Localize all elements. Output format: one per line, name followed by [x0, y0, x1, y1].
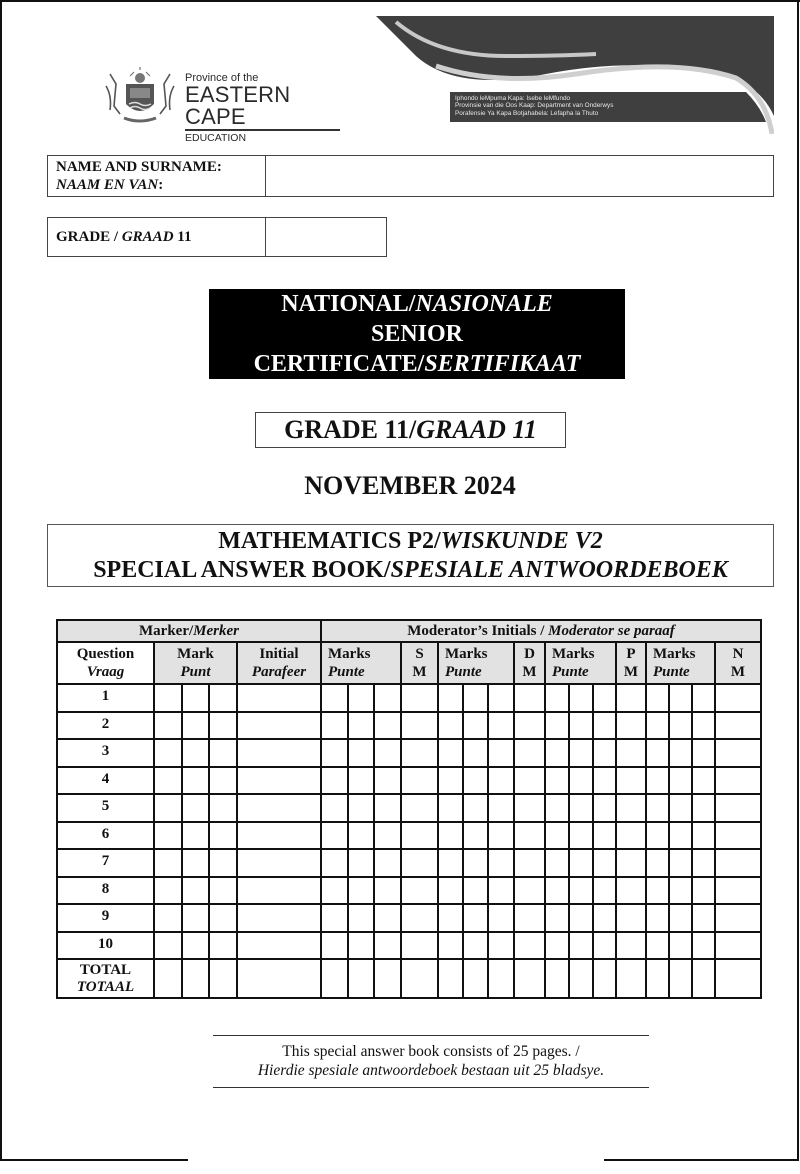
mark-cell[interactable]	[669, 822, 692, 850]
mark-cell[interactable]	[374, 932, 401, 960]
question-number: 5	[57, 794, 154, 822]
initial-cell[interactable]	[616, 767, 646, 795]
initial-cell[interactable]	[237, 739, 321, 767]
mark-cell[interactable]	[646, 767, 669, 795]
initial-cell[interactable]	[514, 712, 545, 740]
mark-cell[interactable]	[488, 959, 514, 998]
initial-cell[interactable]	[401, 794, 438, 822]
footer-divider-bottom	[213, 1087, 649, 1088]
mark-cell[interactable]	[348, 767, 374, 795]
question-number: 2	[57, 712, 154, 740]
initial-cell[interactable]	[616, 739, 646, 767]
mark-cell[interactable]	[593, 849, 616, 877]
initial-cell[interactable]	[715, 739, 761, 767]
initial-cell[interactable]	[237, 932, 321, 960]
mark-cell[interactable]	[646, 877, 669, 905]
logo-eastern-cape-text: EASTERN CAPE	[185, 84, 340, 131]
mark-cell[interactable]	[182, 877, 209, 905]
initial-cell[interactable]	[616, 794, 646, 822]
nm-column-header: N M	[715, 642, 761, 684]
mark-cell[interactable]	[692, 959, 715, 998]
mark-cell[interactable]	[669, 959, 692, 998]
mark-cell[interactable]	[374, 739, 401, 767]
question-row	[57, 712, 761, 740]
question-row	[57, 932, 761, 960]
mark-cell[interactable]	[321, 877, 348, 905]
initial-cell[interactable]	[715, 767, 761, 795]
mark-cell[interactable]	[154, 932, 182, 960]
mark-cell[interactable]	[593, 932, 616, 960]
marks-table-group-header	[57, 620, 761, 642]
question-number: 1	[57, 684, 154, 712]
mark-cell[interactable]	[321, 959, 348, 998]
department-name-sotho: Porafensie Ya Kapa Botjahabela: Lefapha la Thuto	[455, 109, 599, 117]
initial-cell[interactable]	[715, 877, 761, 905]
mark-cell[interactable]	[154, 712, 182, 740]
initial-cell[interactable]	[237, 904, 321, 932]
mark-cell[interactable]	[692, 684, 715, 712]
mark-cell[interactable]	[182, 767, 209, 795]
initial-cell[interactable]	[514, 822, 545, 850]
question-column-header: Question Vraag	[57, 642, 154, 684]
question-row	[57, 822, 761, 850]
mark-cell[interactable]	[182, 959, 209, 998]
mark-cell[interactable]	[321, 794, 348, 822]
mark-cell[interactable]	[569, 794, 593, 822]
nm-marks-column-header: Marks Punte	[646, 642, 715, 684]
question-row	[57, 767, 761, 795]
question-row	[57, 794, 761, 822]
marker-header: Marker/Merker	[57, 620, 321, 642]
mark-cell[interactable]	[154, 767, 182, 795]
mark-cell[interactable]	[488, 712, 514, 740]
mark-cell[interactable]	[593, 959, 616, 998]
mark-cell[interactable]	[348, 877, 374, 905]
mark-cell[interactable]	[463, 767, 488, 795]
mark-cell[interactable]	[438, 767, 463, 795]
question-row	[57, 684, 761, 712]
name-surname-label: NAME AND SURNAME: NAAM EN VAN:	[48, 156, 266, 196]
initial-cell[interactable]	[514, 794, 545, 822]
initial-cell[interactable]	[237, 959, 321, 998]
page-border-bottom-left	[0, 1159, 188, 1161]
initial-cell[interactable]	[514, 904, 545, 932]
mark-cell[interactable]	[569, 849, 593, 877]
mark-cell[interactable]	[154, 877, 182, 905]
mark-cell[interactable]	[593, 904, 616, 932]
mark-cell[interactable]	[321, 904, 348, 932]
question-number: 3	[57, 739, 154, 767]
mark-cell[interactable]	[692, 822, 715, 850]
mark-cell[interactable]	[646, 822, 669, 850]
initial-cell[interactable]	[237, 712, 321, 740]
mark-cell[interactable]	[545, 904, 569, 932]
mark-cell[interactable]	[593, 794, 616, 822]
mark-cell[interactable]	[321, 684, 348, 712]
department-name-afrikaans: Provinsie van die Oos Kaap: Department van Onderwys	[455, 102, 614, 110]
question-number: 7	[57, 849, 154, 877]
initial-cell[interactable]	[237, 849, 321, 877]
mark-cell[interactable]	[692, 877, 715, 905]
question-number: 10	[57, 932, 154, 960]
initial-cell[interactable]	[237, 822, 321, 850]
mark-cell[interactable]	[209, 849, 237, 877]
marks-table-body	[57, 684, 761, 959]
mark-cell[interactable]	[593, 739, 616, 767]
mark-cell[interactable]	[154, 959, 182, 998]
mark-cell[interactable]	[154, 849, 182, 877]
mark-cell[interactable]	[348, 959, 374, 998]
mark-cell[interactable]	[374, 959, 401, 998]
initial-cell[interactable]	[715, 959, 761, 998]
question-row	[57, 877, 761, 905]
initial-column-header: Initial Parafeer	[237, 642, 321, 684]
initial-cell[interactable]	[401, 959, 438, 998]
initial-cell[interactable]	[401, 739, 438, 767]
mark-cell[interactable]	[669, 767, 692, 795]
mark-cell[interactable]	[488, 904, 514, 932]
initial-cell[interactable]	[514, 767, 545, 795]
initial-cell[interactable]	[401, 849, 438, 877]
mark-cell[interactable]	[669, 739, 692, 767]
mark-cell[interactable]	[209, 739, 237, 767]
mark-cell[interactable]	[669, 877, 692, 905]
initial-cell[interactable]	[616, 877, 646, 905]
mark-cell[interactable]	[348, 822, 374, 850]
exam-date: NOVEMBER 2024	[304, 471, 516, 500]
mark-cell[interactable]	[569, 932, 593, 960]
subject-title-box	[47, 524, 774, 587]
mark-cell[interactable]	[545, 959, 569, 998]
nsc-title-banner: NATIONAL/NASIONALE SENIOR CERTIFICATE/SERTIFIKAAT	[209, 289, 625, 379]
mark-cell[interactable]	[488, 794, 514, 822]
mark-cell[interactable]	[209, 712, 237, 740]
mark-cell[interactable]	[569, 877, 593, 905]
mark-cell[interactable]	[321, 767, 348, 795]
mark-cell[interactable]	[463, 877, 488, 905]
mark-cell[interactable]	[593, 684, 616, 712]
mark-cell[interactable]	[692, 849, 715, 877]
mark-cell[interactable]	[463, 959, 488, 998]
mark-cell[interactable]	[154, 684, 182, 712]
mark-cell[interactable]	[593, 822, 616, 850]
mark-cell[interactable]	[488, 767, 514, 795]
mark-cell[interactable]	[438, 932, 463, 960]
initial-cell[interactable]	[514, 959, 545, 998]
mark-cell[interactable]	[321, 932, 348, 960]
initial-cell[interactable]	[715, 822, 761, 850]
mark-cell[interactable]	[374, 794, 401, 822]
initial-cell[interactable]	[401, 904, 438, 932]
initial-cell[interactable]	[401, 822, 438, 850]
mark-cell[interactable]	[488, 877, 514, 905]
mark-cell[interactable]	[545, 877, 569, 905]
initial-cell[interactable]	[715, 904, 761, 932]
mark-cell[interactable]	[463, 712, 488, 740]
mark-cell[interactable]	[438, 712, 463, 740]
mark-cell[interactable]	[569, 822, 593, 850]
subject-title: MATHEMATICS P2/WISKUNDE V2	[218, 528, 603, 554]
mark-cell[interactable]	[488, 684, 514, 712]
initial-cell[interactable]	[237, 877, 321, 905]
mark-cell[interactable]	[669, 904, 692, 932]
mark-cell[interactable]	[182, 932, 209, 960]
marks-table	[56, 619, 762, 999]
sm-column-header: S M	[401, 642, 438, 684]
mark-cell[interactable]	[438, 877, 463, 905]
mark-cell[interactable]	[154, 904, 182, 932]
mark-cell[interactable]	[569, 767, 593, 795]
marks-table-column-header	[57, 642, 761, 684]
initial-cell[interactable]	[616, 712, 646, 740]
mark-cell[interactable]	[646, 684, 669, 712]
mark-cell[interactable]	[646, 794, 669, 822]
total-label: TOTAL TOTAAL	[57, 959, 154, 998]
mark-cell[interactable]	[321, 822, 348, 850]
mark-cell[interactable]	[463, 822, 488, 850]
mark-cell[interactable]	[569, 904, 593, 932]
question-row	[57, 904, 761, 932]
mark-cell[interactable]	[669, 849, 692, 877]
department-names	[455, 95, 613, 117]
mark-cell[interactable]	[209, 684, 237, 712]
mark-cell[interactable]	[646, 849, 669, 877]
mark-cell[interactable]	[646, 739, 669, 767]
mark-cell[interactable]	[209, 822, 237, 850]
grade-label: GRADE / GRAAD 11	[48, 218, 266, 256]
mark-column-header: Mark Punt	[154, 642, 237, 684]
mark-cell[interactable]	[463, 849, 488, 877]
mark-cell[interactable]	[154, 822, 182, 850]
mark-cell[interactable]	[692, 767, 715, 795]
initial-cell[interactable]	[715, 684, 761, 712]
mark-cell[interactable]	[209, 904, 237, 932]
mark-cell[interactable]	[488, 849, 514, 877]
mark-cell[interactable]	[646, 959, 669, 998]
department-logo	[185, 72, 340, 145]
mark-cell[interactable]	[182, 684, 209, 712]
mark-cell[interactable]	[593, 877, 616, 905]
mark-cell[interactable]	[463, 739, 488, 767]
initial-cell[interactable]	[616, 932, 646, 960]
initial-cell[interactable]	[616, 959, 646, 998]
footer-divider-top	[213, 1035, 649, 1036]
mark-cell[interactable]	[569, 684, 593, 712]
question-row	[57, 849, 761, 877]
grade-title: GRADE 11/GRAAD 11	[255, 412, 566, 448]
mark-cell[interactable]	[374, 684, 401, 712]
initial-cell[interactable]	[401, 712, 438, 740]
mark-cell[interactable]	[348, 712, 374, 740]
mark-cell[interactable]	[692, 794, 715, 822]
mark-cell[interactable]	[348, 739, 374, 767]
mark-cell[interactable]	[348, 932, 374, 960]
pm-column-header: P M	[616, 642, 646, 684]
initial-cell[interactable]	[237, 767, 321, 795]
mark-cell[interactable]	[321, 712, 348, 740]
initial-cell[interactable]	[401, 932, 438, 960]
mark-cell[interactable]	[569, 959, 593, 998]
mark-cell[interactable]	[438, 794, 463, 822]
pm-marks-column-header: Marks Punte	[545, 642, 616, 684]
mark-cell[interactable]	[545, 822, 569, 850]
initial-cell[interactable]	[616, 684, 646, 712]
mark-cell[interactable]	[488, 932, 514, 960]
mark-cell[interactable]	[209, 767, 237, 795]
mark-cell[interactable]	[182, 904, 209, 932]
mark-cell[interactable]	[569, 712, 593, 740]
mark-cell[interactable]	[545, 712, 569, 740]
mark-cell[interactable]	[463, 932, 488, 960]
mark-cell[interactable]	[374, 822, 401, 850]
mark-cell[interactable]	[182, 712, 209, 740]
initial-cell[interactable]	[616, 849, 646, 877]
mark-cell[interactable]	[374, 877, 401, 905]
mark-cell[interactable]	[545, 932, 569, 960]
initial-cell[interactable]	[401, 684, 438, 712]
mark-cell[interactable]	[545, 767, 569, 795]
mark-cell[interactable]	[154, 739, 182, 767]
question-number: 9	[57, 904, 154, 932]
mark-cell[interactable]	[692, 739, 715, 767]
mark-cell[interactable]	[209, 794, 237, 822]
initial-cell[interactable]	[514, 849, 545, 877]
mark-cell[interactable]	[182, 739, 209, 767]
mark-cell[interactable]	[463, 794, 488, 822]
question-number: 6	[57, 822, 154, 850]
initial-cell[interactable]	[715, 932, 761, 960]
mark-cell[interactable]	[569, 739, 593, 767]
mark-cell[interactable]	[593, 712, 616, 740]
mark-cell[interactable]	[593, 767, 616, 795]
mark-cell[interactable]	[463, 904, 488, 932]
mark-cell[interactable]	[545, 739, 569, 767]
mark-cell[interactable]	[488, 822, 514, 850]
mark-cell[interactable]	[545, 684, 569, 712]
mark-cell[interactable]	[154, 794, 182, 822]
initial-cell[interactable]	[514, 684, 545, 712]
name-surname-input[interactable]	[266, 156, 773, 196]
mark-cell[interactable]	[438, 849, 463, 877]
mark-cell[interactable]	[348, 794, 374, 822]
mark-cell[interactable]	[646, 712, 669, 740]
mark-cell[interactable]	[438, 959, 463, 998]
mark-cell[interactable]	[348, 684, 374, 712]
mark-cell[interactable]	[182, 822, 209, 850]
mark-cell[interactable]	[438, 739, 463, 767]
mark-cell[interactable]	[438, 684, 463, 712]
sm-marks-column-header: Marks Punte	[321, 642, 401, 684]
name-surname-field-row	[47, 155, 774, 197]
initial-cell[interactable]	[616, 822, 646, 850]
mark-cell[interactable]	[669, 684, 692, 712]
initial-cell[interactable]	[715, 794, 761, 822]
page-border-top	[0, 0, 800, 2]
mark-cell[interactable]	[321, 849, 348, 877]
mark-cell[interactable]	[669, 794, 692, 822]
question-number: 8	[57, 877, 154, 905]
logo-province-text: Province of the	[185, 72, 259, 84]
mark-cell[interactable]	[463, 684, 488, 712]
initial-cell[interactable]	[401, 767, 438, 795]
mark-cell[interactable]	[182, 794, 209, 822]
initial-cell[interactable]	[616, 904, 646, 932]
answer-book-title: SPECIAL ANSWER BOOK/SPESIALE ANTWOORDEBOEK	[93, 557, 728, 583]
dm-marks-column-header: Marks Punte	[438, 642, 514, 684]
mark-cell[interactable]	[209, 932, 237, 960]
grade-field-row	[47, 217, 387, 257]
mark-cell[interactable]	[374, 712, 401, 740]
page-border-left	[0, 0, 2, 1161]
mark-cell[interactable]	[692, 904, 715, 932]
initial-cell[interactable]	[715, 849, 761, 877]
grade-input[interactable]	[266, 218, 386, 256]
initial-cell[interactable]	[401, 877, 438, 905]
mark-cell[interactable]	[545, 849, 569, 877]
page-border-right	[797, 0, 799, 1161]
mark-cell[interactable]	[646, 932, 669, 960]
question-row	[57, 739, 761, 767]
coat-of-arms-icon	[100, 66, 180, 124]
mark-cell[interactable]	[209, 959, 237, 998]
page-border-bottom-right	[604, 1159, 799, 1161]
mark-cell[interactable]	[692, 712, 715, 740]
total-row	[57, 959, 761, 998]
mark-cell[interactable]	[669, 712, 692, 740]
initial-cell[interactable]	[715, 712, 761, 740]
mark-cell[interactable]	[438, 822, 463, 850]
initial-cell[interactable]	[514, 877, 545, 905]
mark-cell[interactable]	[348, 849, 374, 877]
mark-cell[interactable]	[374, 767, 401, 795]
logo-education-text: EDUCATION	[185, 132, 247, 144]
mark-cell[interactable]	[669, 932, 692, 960]
initial-cell[interactable]	[237, 794, 321, 822]
mark-cell[interactable]	[209, 877, 237, 905]
initial-cell[interactable]	[237, 684, 321, 712]
mark-cell[interactable]	[374, 904, 401, 932]
mark-cell[interactable]	[348, 904, 374, 932]
mark-cell[interactable]	[321, 739, 348, 767]
mark-cell[interactable]	[438, 904, 463, 932]
page-count-note: This special answer book consists of 25 pages. / Hierdie spesiale antwoordeboek bestaan uit 25 bladsye.	[257, 1043, 605, 1079]
mark-cell[interactable]	[488, 739, 514, 767]
moderator-header: Moderator’s Initials / Moderator se paraaf	[321, 620, 761, 642]
mark-cell[interactable]	[545, 794, 569, 822]
mark-cell[interactable]	[692, 932, 715, 960]
mark-cell[interactable]	[182, 849, 209, 877]
initial-cell[interactable]	[514, 739, 545, 767]
department-name-xhosa: Iphondo leMpuma Kapa: Isebe leMfundo	[455, 95, 571, 102]
initial-cell[interactable]	[514, 932, 545, 960]
question-number: 4	[57, 767, 154, 795]
dm-column-header: D M	[514, 642, 545, 684]
mark-cell[interactable]	[374, 849, 401, 877]
mark-cell[interactable]	[646, 904, 669, 932]
